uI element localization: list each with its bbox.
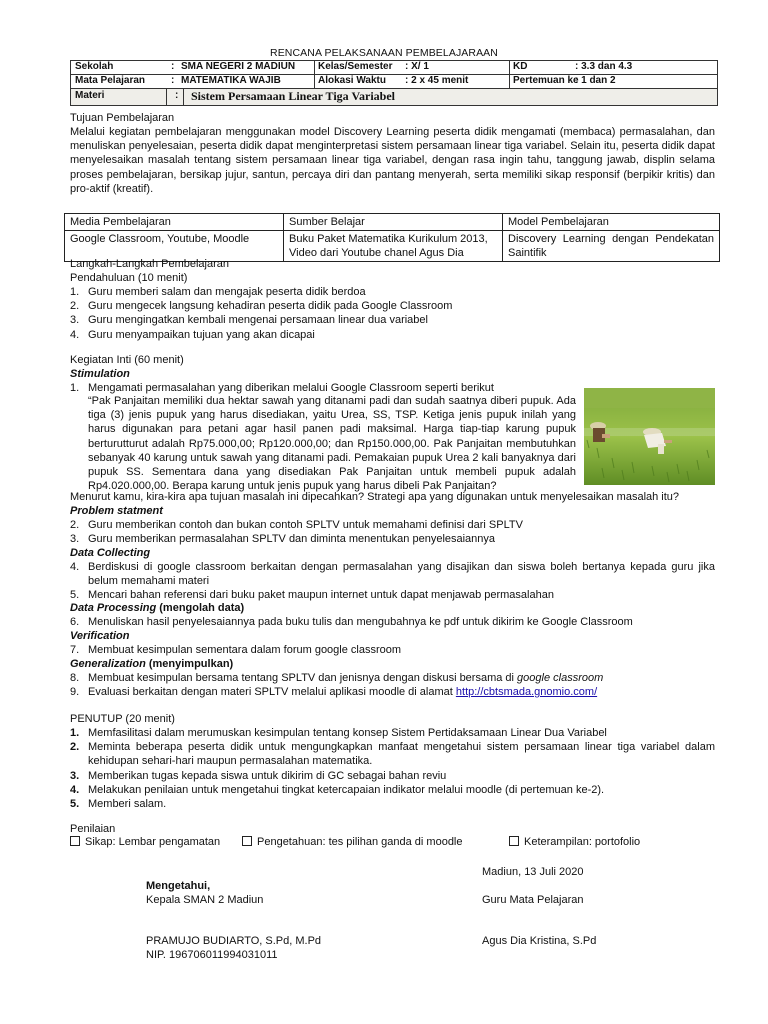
guru-name: Agus Dia Kristina, S.Pd bbox=[482, 935, 597, 947]
model-header-cell: Model Pembelajaran bbox=[503, 214, 720, 231]
penilaian-pengetahuan: Pengetahuan: tes pilihan ganda di moodle bbox=[242, 836, 463, 848]
list-item: 5. Mencari bahan referensi dari buku paket maupun internet untuk dapat menjawab permasalahan bbox=[70, 589, 554, 602]
list-item: 8. Membuat kesimpulan bersama tentang SPLTV dan jenisnya dengan diskusi bersama di google classroom bbox=[70, 672, 604, 684]
data-collecting-heading: Data Collecting bbox=[70, 547, 151, 559]
list-item: 3. Memberikan tugas kepada siswa untuk dikirim di GC sebagai bahan reviu bbox=[70, 769, 447, 782]
media-table bbox=[64, 213, 720, 262]
generalization-heading: Generalization (menyimpulkan) bbox=[70, 658, 234, 670]
header-row-materi bbox=[71, 89, 717, 105]
data-collecting-list bbox=[70, 560, 715, 603]
moodle-link[interactable]: http://cbtsmada.gnomio.com/ bbox=[455, 686, 598, 699]
mapel-label: Mata Pelajaran bbox=[75, 75, 146, 86]
sumber-cell: Buku Paket Matematika Kurikulum 2013, Video dari Youtube chanel Agus Dia bbox=[284, 231, 503, 262]
model-cell: Discovery Learning dengan Pendekatan Saintifik bbox=[503, 231, 720, 262]
kelas-value: : X/ 1 bbox=[405, 61, 429, 72]
rice-field-photo bbox=[584, 388, 715, 485]
inti-item-1: 1. Mengamati permasalahan yang diberikan melalui Google Classroom seperti berikut bbox=[70, 382, 494, 394]
list-item: 3. Guru memberikan permasalahan SPLTV dan diminta menentukan penyelesaiannya bbox=[70, 533, 496, 546]
list-item: 2. Guru memberikan contoh dan bukan contoh SPLTV untuk memahami definisi dari SPLTV bbox=[70, 519, 523, 531]
checkbox-icon bbox=[509, 836, 519, 846]
list-item: 1. Memfasilitasi dalam merumuskan kesimpulan tentang konsep Sistem Pertidaksamaan Linear Dua Variabel bbox=[70, 727, 607, 739]
header-row-2 bbox=[71, 75, 717, 89]
guru-label: Guru Mata Pelajaran bbox=[482, 894, 584, 906]
checkbox-icon bbox=[70, 836, 80, 846]
list-item: 2. Meminta beberapa peserta didik untuk mengungkapkan manfaat mengetahui sistem persamaan linear tiga variabel dalam kehidupan sehari-hari maupun permasalahan matematika. bbox=[70, 741, 715, 768]
problem-statement-heading: Problem statment bbox=[70, 505, 163, 517]
list-item: 1. Guru memberi salam dan mengajak peserta didik berdoa bbox=[70, 286, 366, 298]
problem-statement-list bbox=[70, 518, 715, 546]
stimulation-heading: Stimulation bbox=[70, 368, 130, 380]
checkbox-icon bbox=[242, 836, 252, 846]
tujuan-text: Melalui kegiatan pembelajaran menggunakan model Discovery Learning peserta didik mengamati (membaca) permasalahan, dan menuliskan penyelesaian, peserta didik dapat menginterpretasi sistem persamaan linear tiga variabel. Selain itu, peserta didik dapat menyelesaikan masalah tentang sistem persamaan linear tiga variabel, dengan rasa ingin tahu, tanggung jawab, displin selama proses pembelajaran, bersikap jujur, santun, percaya diri dan pantang menyerah, serta memiliki sikap responsif (berpikir kritis) dan pro-aktif (kreatif). bbox=[70, 126, 715, 195]
sumber-header-cell: Sumber Belajar bbox=[284, 214, 503, 231]
media-cell: Google Classroom, Youtube, Moodle bbox=[65, 231, 284, 262]
sekolah-label: Sekolah bbox=[75, 61, 114, 72]
list-item: 2. Guru mengecek langsung kehadiran peserta didik pada Google Classroom bbox=[70, 300, 453, 313]
tujuan-heading: Tujuan Pembelajaran bbox=[70, 112, 175, 124]
list-item: 5. Memberi salam. bbox=[70, 798, 167, 811]
verification-list bbox=[70, 643, 715, 657]
list-item: 7. Membuat kesimpulan sementara dalam forum google classroom bbox=[70, 644, 402, 656]
kepala-nip: NIP. 196706011994031011 bbox=[146, 949, 278, 961]
verification-heading: Verification bbox=[70, 630, 130, 642]
generalization-list bbox=[70, 671, 715, 699]
pendahuluan-list bbox=[70, 285, 715, 342]
pertemuan-label: Pertemuan ke bbox=[513, 75, 579, 86]
list-item: 6. Menuliskan hasil penyelesaiannya pada buku tulis dan mengubahnya ke pdf untuk dikirim ke Google Classroom bbox=[70, 616, 633, 628]
materi-colon: : bbox=[175, 90, 179, 101]
alokasi-value: : 2 x 45 menit bbox=[405, 75, 469, 86]
list-item: 4. Berdiskusi di google classroom berkaitan dengan permasalahan yang disajikan dan siswa boleh bertanya kepada guru jika belum memahami materi bbox=[70, 561, 715, 588]
mengetahui-label: Mengetahui, bbox=[146, 880, 211, 892]
list-item: 4. Melakukan penilaian untuk mengetahui tingkat ketercapaian indikator melalui moodle (di pertemuan ke-2). bbox=[70, 783, 605, 796]
data-processing-list bbox=[70, 615, 715, 629]
sekolah-colon: : bbox=[171, 61, 175, 72]
pertemuan-value: : 1 dan 2 bbox=[575, 75, 616, 86]
mapel-colon: : bbox=[171, 75, 175, 86]
alokasi-label: Alokasi Waktu bbox=[318, 75, 386, 86]
rice-field-image bbox=[584, 388, 715, 485]
inti-heading: Kegiatan Inti (60 menit) bbox=[70, 354, 184, 366]
kepala-label: Kepala SMAN 2 Madiun bbox=[146, 894, 264, 906]
place-date: Madiun, 13 Juli 2020 bbox=[482, 866, 584, 878]
question-text: Menurut kamu, kira-kira apa tujuan masalah ini dipecahkan? Strategi apa yang digunakan untuk menyelesaikan masalah itu? bbox=[70, 491, 680, 503]
penilaian-sikap: Sikap: Lembar pengamatan bbox=[70, 836, 220, 848]
kd-label: KD bbox=[513, 61, 528, 72]
sekolah-value: SMA NEGERI 2 MADIUN bbox=[181, 61, 296, 72]
materi-value: Sistem Persamaan Linear Tiga Variabel bbox=[191, 89, 396, 103]
document-title: RENCANA PELAKSANAAN PEMBELAJARAAN bbox=[270, 47, 498, 59]
list-item: 4. Guru menyampaikan tujuan yang akan dicapai bbox=[70, 328, 315, 341]
data-processing-heading: Data Processing (mengolah data) bbox=[70, 602, 245, 614]
penilaian-keterampilan: Keterampilan: portofolio bbox=[509, 836, 640, 848]
langkah-heading: Langkah-Langkah Pembelajaran bbox=[70, 258, 230, 270]
header-table bbox=[70, 60, 718, 106]
media-header-cell: Media Pembelajaran bbox=[65, 214, 284, 231]
penilaian-heading: Penilaian bbox=[70, 823, 116, 835]
header-row-1 bbox=[71, 61, 717, 75]
media-table-header bbox=[65, 214, 720, 231]
kepala-name: PRAMUJO BUDIARTO, S.Pd, M.Pd bbox=[146, 935, 322, 947]
penutup-list bbox=[70, 726, 715, 811]
problem-text: “Pak Panjaitan memiliki dua hektar sawah yang ditanami padi dan sudah saatnya diberi pupuk. Ada tiga (3) jenis pupuk yang harus disediakan, yaitu Urea, SS, TSP. Ketiga jenis pupuk inilah yang harus digunakan para petani agar hasil panen padi maksimal. Harga tiap-tiap karung pupuk berturutturut adalah Rp75.000,00; Rp120.000,00; dan Rp150.000,00. Pak Panjaitan membutuhkan sebanyak 40 karung untuk sawah yang ditanami padi. Pemakaian pupuk Urea 2 kali banyaknya dari pupuk SS. Sementara dana yang disediakan Pak Panjaitan untuk membeli pupuk adalah Rp4.020.000,00. Berapa karung untuk jenis pupuk yang harus dibeli Pak Panjaitan? bbox=[88, 395, 576, 493]
list-item: 9. Evaluasi berkaitan dengan materi SPLTV melalui aplikasi moodle di alamat http://cbtsmada.gnomio.com/ bbox=[70, 686, 598, 699]
kd-value: : 3.3 dan 4.3 bbox=[575, 61, 633, 72]
penutup-heading: PENUTUP (20 menit) bbox=[70, 713, 175, 725]
kelas-label: Kelas/Semester bbox=[318, 61, 393, 72]
mapel-value: MATEMATIKA WAJIB bbox=[181, 75, 281, 86]
list-item: 3. Guru mengingatkan kembali mengenai persamaan linear dua variabel bbox=[70, 314, 428, 327]
pendahuluan-heading: Pendahuluan (10 menit) bbox=[70, 272, 188, 284]
materi-label: Materi bbox=[75, 90, 105, 101]
